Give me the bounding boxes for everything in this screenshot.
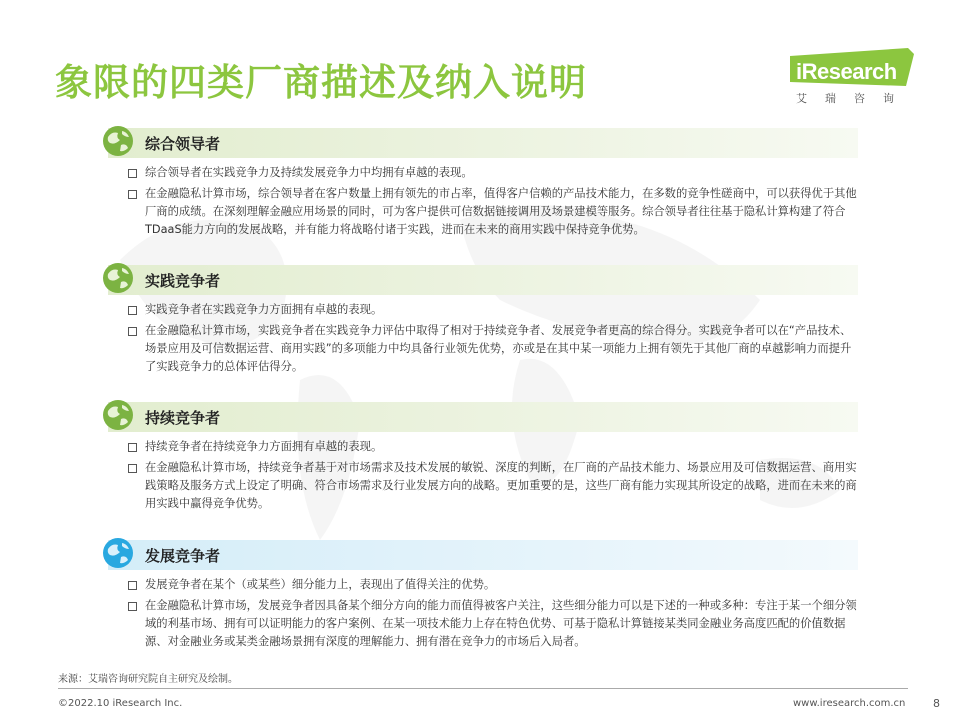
page-title: 象限的四类厂商描述及纳入说明 [55, 61, 587, 104]
list-item: 持续竞争者在持续竞争力方面拥有卓越的表现。 [108, 438, 858, 456]
checkbox-bullet-icon [128, 327, 137, 336]
section-title: 综合领导者 [145, 135, 221, 153]
section-header [108, 540, 858, 570]
checkbox-bullet-icon [128, 581, 137, 590]
copyright: ©2022.10 iResearch Inc. [58, 698, 183, 709]
checkbox-bullet-icon [128, 602, 137, 611]
footer-divider [58, 688, 908, 689]
section-sustained-competitor [108, 402, 858, 516]
list-item: 在金融隐私计算市场，实践竞争者在实践竞争力评估中取得了相对于持续竞争者、发展竞争者更高的综合得分。实践竞争者可以在“产品技术、场景应用及可信数据运营、商用实践”的多项能力中均具备行业领先优势，亦或是在其中某一项能力上拥有领先于其他厂商的卓越影响力而提升了实践竞争力的总体评估得分。 [108, 322, 858, 376]
section-header [108, 265, 858, 295]
section-developing-competitor [108, 540, 858, 654]
logo-text: iResearch [796, 59, 897, 84]
section-practice-competitor [108, 265, 858, 379]
list-item: 在金融隐私计算市场，综合领导者在客户数量上拥有领先的市占率，值得客户信赖的产品技术能力，在多数的竞争性磋商中，可以获得优于其他厂商的成绩。在深刻理解金融应用场景的同时，可为客户提供可信数据链接调用及场景建模等服务。综合领导者往往基于隐私计算构建了符合TDaaS能力方向的发展战略，并有能力将战略付诸于实践，进而在未来的商用实践中保持竞争优势。 [108, 185, 858, 239]
list-item: 实践竞争者在实践竞争力方面拥有卓越的表现。 [108, 301, 858, 319]
list-item: 综合领导者在实践竞争力及持续发展竞争力中均拥有卓越的表现。 [108, 164, 858, 182]
website-link[interactable]: www.iresearch.com.cn [793, 698, 906, 709]
checkbox-bullet-icon [128, 169, 137, 178]
page-number: 8 [933, 697, 940, 710]
checkbox-bullet-icon [128, 190, 137, 199]
globe-icon [102, 262, 134, 294]
section-header [108, 128, 858, 158]
globe-icon [102, 399, 134, 431]
list-item: 在金融隐私计算市场，发展竞争者因具备某个细分方向的能力而值得被客户关注，这些细分能力可以是下述的一种或多种：专注于某一个细分领域的利基市场、拥有可以证明能力的客户案例、在某一项技术能力上存在特色优势、可基于隐私计算链接某类同金融业务高度匹配的价值数据源、对金融业务或某类金融场景拥有深度的理解能力、拥有潜在竞争力的市场后入局者。 [108, 597, 858, 651]
source-note: 来源：艾瑞咨询研究院自主研究及绘制。 [58, 674, 238, 685]
section-title: 发展竞争者 [145, 547, 221, 565]
section-header [108, 402, 858, 432]
list-item: 发展竞争者在某个（或某些）细分能力上，表现出了值得关注的优势。 [108, 576, 858, 594]
section-comprehensive-leader [108, 128, 858, 242]
iresearch-logo [790, 48, 920, 110]
checkbox-bullet-icon [128, 306, 137, 315]
checkbox-bullet-icon [128, 443, 137, 452]
globe-icon [102, 537, 134, 569]
list-item: 在金融隐私计算市场，持续竞争者基于对市场需求及技术发展的敏锐、深度的判断，在厂商的产品技术能力、场景应用及可信数据运营、商用实践策略及服务方式上设定了明确、符合市场需求及行业发展方向的战略。更加重要的是，这些厂商有能力实现其所设定的战略，进而在未来的商用实践中赢得竞争优势。 [108, 459, 858, 513]
globe-icon [102, 125, 134, 157]
logo-subtitle: 艾瑞咨询 [796, 92, 912, 105]
section-title: 实践竞争者 [145, 272, 221, 290]
checkbox-bullet-icon [128, 464, 137, 473]
section-title: 持续竞争者 [145, 409, 221, 427]
